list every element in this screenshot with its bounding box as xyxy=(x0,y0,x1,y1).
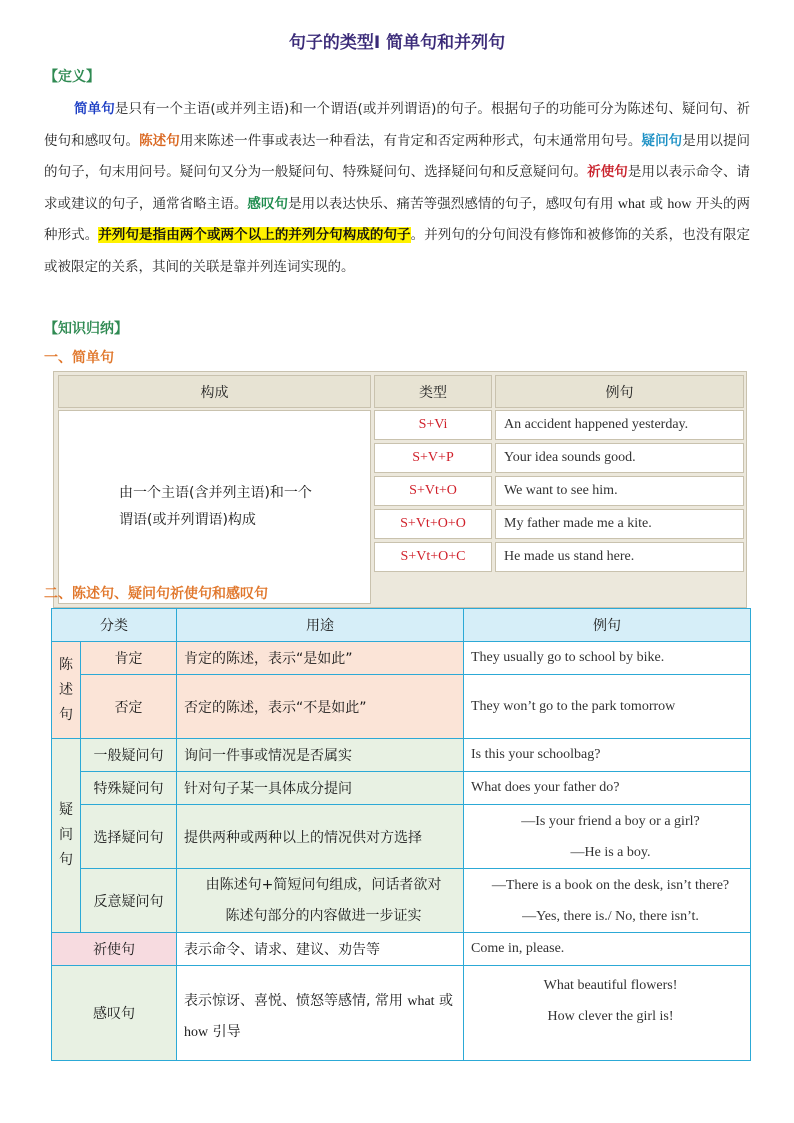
example-line: —Yes, there is./ No, there isn’t. xyxy=(522,908,699,924)
table-header-example: 例句 xyxy=(463,608,751,642)
imperative-label: 祈使句 xyxy=(51,932,177,966)
example-line: What beautiful flowers! xyxy=(543,978,678,993)
table-header-example: 例句 xyxy=(495,375,744,408)
example-cell: What does your father do? xyxy=(463,771,751,805)
subcategory-general-question: 一般疑问句 xyxy=(80,738,177,772)
definition-text: 是用以表达快乐、痛苦等强烈感情的句子，感叹句有用 xyxy=(288,195,614,212)
highlight-compound-definition: 并列句是指由两个或两个以上的并列分句构成的句子 xyxy=(98,227,411,243)
table-header-use: 用途 xyxy=(176,608,464,642)
exclamatory-label: 感叹句 xyxy=(51,965,177,1061)
example-line: —He is a boy. xyxy=(570,844,651,860)
definition-text: 是用以提问的句子，句末用问号。疑问句又分为一般疑问句、特殊疑问句、选择疑问句和反意疑问句。 xyxy=(44,132,751,180)
type-cell: S+V+P xyxy=(374,443,492,473)
section2-heading: 二、陈述句、疑问句祈使句和感叹句 xyxy=(44,586,268,602)
example-cell: My father made me a kite. xyxy=(495,509,744,539)
subcategory-affirmative: 肯定 xyxy=(80,641,177,675)
example-cell: They won’t go to the park tomorrow xyxy=(463,674,751,739)
subcategory-special-question: 特殊疑问句 xyxy=(80,771,177,805)
example-cell: Is this your schoolbag? xyxy=(463,738,751,772)
use-text: 引导 xyxy=(212,1024,241,1040)
subcategory-tag-question: 反意疑问句 xyxy=(80,868,177,933)
keyword-exclamatory: 感叹句 xyxy=(247,195,289,212)
word-how: how xyxy=(184,1025,209,1040)
definition-text: 开头的两种形式。 xyxy=(44,195,751,243)
summary-label: 【知识归纳】 xyxy=(44,321,128,337)
subcategory-choice-question: 选择疑问句 xyxy=(80,804,177,869)
table-header-type: 类型 xyxy=(374,375,492,408)
example-cell: An accident happened yesterday. xyxy=(495,410,744,440)
use-cell xyxy=(176,868,464,933)
table-header-category: 分类 xyxy=(51,608,177,642)
keyword-interrogative: 疑问句 xyxy=(641,132,683,149)
definition-text: 是用以表示命令、请求或建议的句子，通常省略主语。 xyxy=(44,164,751,212)
interrogative-label xyxy=(51,738,81,933)
example-cell: They usually go to school by bike. xyxy=(463,641,751,675)
example-cell xyxy=(463,965,751,1061)
table-header-composition: 构成 xyxy=(58,375,371,408)
type-cell: S+Vi xyxy=(374,410,492,440)
definition-text: 。并列句的分句间没有修饰和被修饰的关系，也没有限定或被限定的关系，其间的关联是靠并列连词实现的。 xyxy=(44,227,751,275)
example-cell xyxy=(463,804,751,869)
definition-text: 或 xyxy=(649,195,664,212)
keyword-simple-sentence: 简单句 xyxy=(74,101,115,117)
section1-heading: 一、简单句 xyxy=(44,350,114,366)
use-line: 陈述句部分的内容做进一步证实 xyxy=(225,907,422,924)
keyword-declarative: 陈述句 xyxy=(139,132,180,149)
example-line: —Is your friend a boy or a girl? xyxy=(521,813,700,829)
definition-label: 【定义】 xyxy=(44,69,100,85)
word-what: what xyxy=(407,994,435,1009)
use-text: 或 xyxy=(439,993,454,1009)
type-cell: S+Vt+O+O xyxy=(374,509,492,539)
label-char: 陈 xyxy=(59,656,73,673)
example-line: —There is a book on the desk, isn’t there? xyxy=(491,877,730,893)
definition-paragraph xyxy=(44,94,750,283)
example-cell: Come in, please. xyxy=(463,932,751,966)
label-char: 问 xyxy=(59,827,73,843)
type-cell: S+Vt+O+C xyxy=(374,542,492,572)
word-how: how xyxy=(667,196,692,212)
use-cell: 否定的陈述，表示“不是如此” xyxy=(176,674,464,739)
use-cell xyxy=(176,965,464,1061)
composition-cell: 由一个主语(含并列主语)和一个谓语(或并列谓语)构成 xyxy=(58,410,371,604)
use-cell: 肯定的陈述，表示“是如此” xyxy=(176,641,464,675)
example-cell: He made us stand here. xyxy=(495,542,744,572)
subcategory-negative: 否定 xyxy=(80,674,177,739)
example-cell: Your idea sounds good. xyxy=(495,443,744,473)
simple-sentence-table xyxy=(53,371,747,608)
declarative-label xyxy=(51,641,81,739)
definition-text: 用来陈述一件事或表达一种看法，有肯定和否定两种形式，句末通常用句号。 xyxy=(179,132,642,149)
page-title: 句子的类型Ⅰ 简单句和并列句 xyxy=(288,33,506,53)
definition-text: 是只有一个主语(或并列主语)和一个谓语(或并列谓语)的句子。根据句子的功能可分为陈述句、疑问句、祈使句和感叹句。 xyxy=(44,101,751,149)
use-cell: 表示命令、请求、建议、劝告等 xyxy=(176,932,464,966)
use-cell: 提供两种或两种以上的情况供对方选择 xyxy=(176,804,464,869)
label-char: 句 xyxy=(59,852,73,868)
label-char: 疑 xyxy=(59,802,73,818)
keyword-imperative: 祈使句 xyxy=(587,164,628,180)
use-text: 表示惊讶、喜悦、愤怒等感情, 常用 xyxy=(184,993,403,1009)
example-line: How clever the girl is! xyxy=(547,1009,674,1024)
use-cell: 针对句子某一具体成分提问 xyxy=(176,771,464,805)
label-char: 句 xyxy=(59,706,73,723)
word-what: what xyxy=(617,196,646,212)
label-char: 述 xyxy=(59,681,73,698)
type-cell: S+Vt+O xyxy=(374,476,492,506)
use-cell: 询问一件事或情况是否属实 xyxy=(176,738,464,772)
example-cell xyxy=(463,868,751,933)
example-cell: We want to see him. xyxy=(495,476,744,506)
sentence-function-table xyxy=(51,608,751,1061)
use-line: 由陈述句+简短问句组成，问话者欲对 xyxy=(205,876,442,893)
